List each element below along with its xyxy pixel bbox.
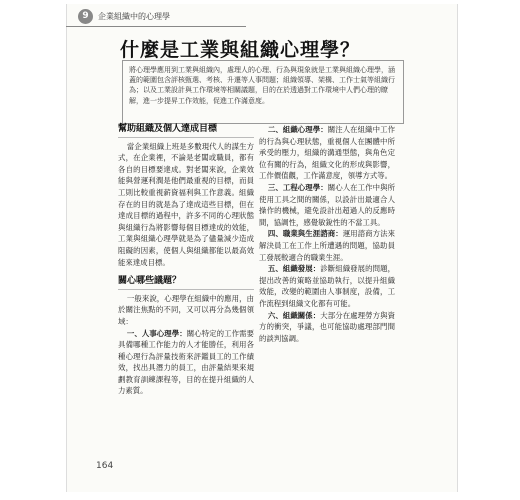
intro-text: 將心理學應用到工業與組織內，處理人的心理、行為與現象就是工業與組織心理學，涵蓋的範圍包含評核甄選、考核、升遷等人事問題；組織領導、架構、工作士氣等組織行為；以及工業設計與工作環境等相關議題，目的在於透過對工作環境中人們心理的瞭解，進一步提昇工作效能，促進工作滿意度。: [129, 66, 395, 105]
topic-item-label: 二、組織心理學：: [267, 125, 328, 134]
topic-item-text: 運用諮商方法來解決員工在工作上所遭遇的問題，協助員工發展較適合的職業生涯。: [259, 229, 395, 262]
page-title: 什麼是工業與組織心理學？: [120, 39, 361, 61]
topic-item-organizational: [259, 124, 395, 182]
topic-item-personnel: [118, 328, 254, 398]
goals-paragraph: 當企業組織上班是多數現代人的謀生方式，在企業裡，不論是老闆或職員，都有各自的目標要達成。對老闆來說，企業效能與營運利潤是他們最重視的目標，而員工則比較重視薪資福利與工作意義。組織存在的目的就是為了達成這些目標，但在達成目標的過程中，許多不同的心理狀態與組織行為將影響每個目標達成的效能，工業與組織心理學就是為了儘量減少造成阻礙的因素，使個人與組織都能以最高效能來達成目標。: [118, 141, 254, 267]
topic-item-org-relations: [259, 310, 395, 345]
intro-box: [122, 60, 404, 124]
topic-item-text: 關心人在工作中與所使用工具之間的關係，以設計出最適合人操作的機械，避免設計出超過人的反應時間，協調性，感覺敏銳性的不當工具。: [259, 182, 395, 227]
section-heading-goals: 幫助組織及個人達成目標: [118, 124, 254, 138]
page-number: 164: [96, 461, 114, 471]
topic-item-career-counseling: [259, 228, 395, 263]
topic-item-text: 診斷組織發展的問題，提出改善的策略並協助執行，以提升組織效能，改變的範圍由人事制度，設備，工作流程到組織文化都有可能。: [259, 264, 395, 308]
section-heading-topics: 關心哪些議題？: [118, 276, 254, 290]
topic-item-label: 三、工程心理學：: [267, 182, 328, 192]
topic-item-org-development: [259, 263, 395, 309]
topic-item-text: 關注人在組織中工作的行為與心理狀態，重視個人在團體中所承受的壓力，組織的溝通型態，與角色定位有關的行為，組織文化的形成與影響，工作價值觀，工作滿意度，領導方式等。: [259, 125, 395, 181]
topic-item-text: 大部分在處理勞方與資方的衝突，爭議，也可能協助處理部門間的談判協調。: [259, 310, 395, 343]
topic-item-label: 六、組織關係：: [267, 310, 321, 320]
chapter-title: 企業組織中的心理學: [98, 12, 170, 21]
topic-item-label: 五、組織發展：: [267, 264, 321, 274]
topic-item-label: 一、人事心理學：: [126, 328, 187, 338]
chapter-number-badge: 9: [78, 9, 93, 24]
right-column: [259, 124, 395, 344]
topic-item-text: 關心特定的工作需要具備哪種工作能力的人才能勝任，利用各種心理行為評量技術來評鑑員工的工作績效，找出具潛力的員工，由評量結果來規劃教育訓練課程等，目的在提升組織的人力素質。: [118, 328, 254, 396]
topic-item-label: 四、職業與生涯諮商：: [267, 229, 343, 239]
topics-intro-paragraph: 一般來說，心理學在組織中的應用，由於關注焦點的不同，又可以再分為幾個領域：: [118, 293, 254, 326]
topic-item-engineering: [259, 182, 395, 228]
left-column: [118, 124, 254, 397]
